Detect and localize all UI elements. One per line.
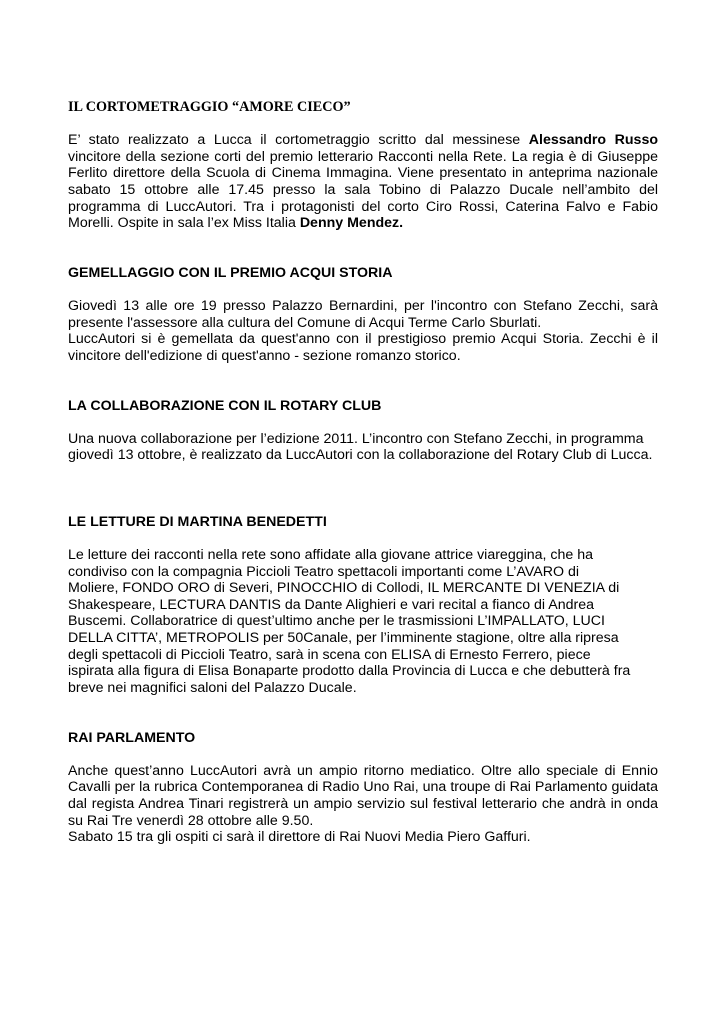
section-title-cortometraggio: IL CORTOMETRAGGIO “AMORE CIECO” (68, 99, 351, 115)
guest-name: Denny Mendez. (299, 215, 404, 232)
paragraph-cortometraggio (68, 132, 658, 232)
document-body (68, 99, 658, 846)
paragraph-gemellaggio-2: LuccAutori si è gemellata da quest'anno con il prestigioso premio Acqui Storia. Zecchi è il vincitore dell'edizione di quest'anno - sezione romanzo storico. (68, 331, 658, 364)
paragraph-rai-parlamento-1: Anche quest’anno LuccAutori avrà un ampio ritorno mediatico. Oltre allo speciale di Ennio Cavalli per la rubrica Contemporanea di Radio Uno Rai, una troupe di Rai Parlamento guidata dal regista Andrea Tinari registrerà un ampio servizio sul festival letterario che andrà in onda su Rai Tre venerdì 28 ottobre alle 9.50. (68, 762, 658, 829)
paragraph-rotary: Una nuova collaborazione per l’edizione 2011. L’incontro con Stefano Zecchi, in programma giovedì 13 ottobre, è realizzato da LuccAutori con la collaborazione del Rotary Club di Lucca. (68, 430, 653, 464)
paragraph-gemellaggio-1: Giovedì 13 alle ore 19 presso Palazzo Bernardini, per l'incontro con Stefano Zecchi, sarà presente l'assessore alla cultura del Comune di Acqui Terme Carlo Sburlati. (68, 298, 658, 331)
paragraph-line: Moliere, FONDO ORO di Severi, PINOCCHIO di Collodi, IL MERCANTE DI VENEZIA di (68, 580, 620, 597)
paragraph-line: breve nei magnifici saloni del Palazzo Ducale. (68, 679, 357, 696)
section-title-letture: LE LETTURE DI MARTINA BENEDETTI (68, 513, 327, 530)
paragraph-line: degli spettacoli di Piccioli Teatro, sarà in scena con ELISA di Ernesto Ferrero, piece (68, 646, 591, 663)
section-title-gemellaggio: GEMELLAGGIO CON IL PREMIO ACQUI STORIA (68, 264, 393, 281)
paragraph-line: Shakespeare, LECTURA DANTIS da Dante Alighieri e vari recital a fianco di Andrea (68, 596, 594, 613)
paragraph-line: condiviso con la compagnia Piccioli Teatro spettacoli importanti come L’AVARO di (68, 563, 579, 580)
paragraph-line: Buscemi. Collaboratrice di quest’ultimo anche per le trasmissioni L’IMPALLATO, LUCI (68, 613, 605, 630)
section-title-rai-parlamento: RAI PARLAMENTO (68, 729, 196, 746)
paragraph-letture (68, 547, 658, 696)
author-name: Alessandro Russo (528, 132, 659, 149)
paragraph-text: E’ stato realizzato a Lucca il cortometraggio scritto dal messinese (68, 132, 529, 149)
paragraph-line: DELLA CITTA’, METROPOLIS per 50Canale, per l’imminente stagione, oltre alla ripresa (68, 630, 619, 647)
paragraph-rai-parlamento-2: Sabato 15 tra gli ospiti ci sarà il direttore di Rai Nuovi Media Piero Gaffuri. (68, 829, 531, 846)
section-title-rotary: LA COLLABORAZIONE CON IL ROTARY CLUB (68, 397, 382, 414)
paragraph-text: vincitore della sezione corti del premio letterario Racconti nella Rete. La regia è di Giuseppe Ferlito direttore della Scuola di Cinema Immagina. Viene presentato in anteprima nazionale sabato 15 ottobre alle 17.45 presso la sala Tobino di Palazzo Ducale nell’ambito del programma di LuccAutori. Tra i protagonisti del corto Ciro Rossi, Caterina Falvo e Fabio Morelli. Ospite in sala l’ex Miss Italia (68, 148, 658, 232)
paragraph-line: ispirata alla figura di Elisa Bonaparte prodotto dalla Provincia di Lucca e che debutterà fra (68, 663, 631, 680)
paragraph-line: Le letture dei racconti nella rete sono affidate alla giovane attrice viareggina, che ha (68, 547, 594, 564)
